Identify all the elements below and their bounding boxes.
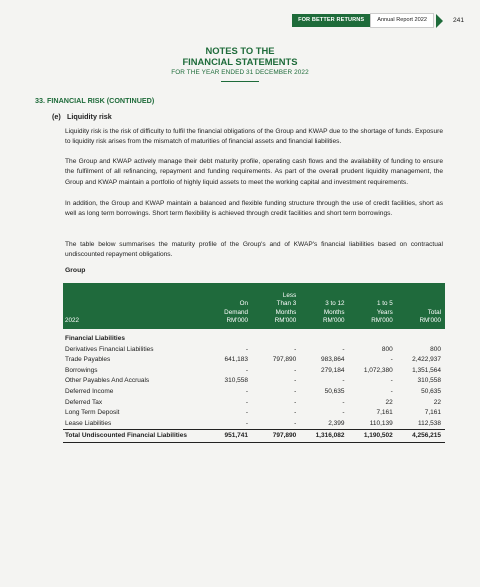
column-header: Less Than 3 Months RM'000 (252, 283, 300, 329)
table-cell: 7,161 (424, 409, 441, 417)
column-header: Total RM'000 (397, 283, 445, 329)
table-cell: - (294, 345, 297, 353)
page-number: 241 (452, 17, 464, 24)
table-cell: 2,422,937 (412, 356, 441, 364)
row-label: Derivatives Financial Liabilities (65, 345, 154, 353)
table-cell: - (245, 387, 248, 395)
table-cell: - (294, 377, 297, 385)
table-row (63, 419, 445, 430)
table-cell: 310,558 (417, 377, 441, 385)
page-title-line2: FINANCIAL STATEMENTS (182, 56, 298, 67)
page-title-line1: NOTES TO THE (205, 45, 275, 56)
table-cell: - (342, 345, 345, 353)
table-cell: 50,635 (421, 387, 441, 395)
column-header: 1 to 5 Years RM'000 (348, 283, 396, 329)
table-cell: - (294, 409, 297, 417)
row-label: Deferred Tax (65, 398, 103, 406)
chevron-right-icon (436, 14, 443, 28)
title-divider (221, 81, 259, 82)
paragraph: In addition, the Group and KWAP maintain a balanced and flexible funding structure through the use of credit facilities, short as well as long term borrowings. Short term flexibility is achieved through credit facilities and short term borrowings. (65, 200, 443, 218)
table-row (63, 387, 445, 398)
table-cell: 800 (430, 345, 441, 353)
table-cell: 1,316,082 (300, 430, 348, 443)
row-label: Other Payables And Accruals (65, 377, 150, 385)
row-label: Total Undiscounted Financial Liabilities (63, 430, 204, 443)
table-cell: 279,184 (320, 366, 345, 374)
brand-tag: FOR BETTER RETURNS (292, 14, 370, 27)
row-label: Long Term Deposit (65, 409, 120, 417)
table-cell: 641,183 (224, 356, 248, 364)
table-cell: - (245, 419, 248, 427)
table-cell: - (245, 345, 248, 353)
subsection-label: (e) (52, 112, 61, 121)
table-cell: - (294, 387, 297, 395)
table-cell: 50,635 (324, 387, 345, 395)
row-label: Deferred Income (65, 387, 114, 395)
page-subtitle: FOR THE YEAR ENDED 31 DECEMBER 2022 (171, 69, 309, 76)
table-row (63, 398, 445, 409)
table-cell: - (294, 398, 297, 406)
table-total-row (63, 430, 445, 443)
table-cell: - (342, 409, 345, 417)
table-row (63, 366, 445, 377)
table-cell: 310,558 (224, 377, 248, 385)
table-cell: - (245, 409, 248, 417)
table-cell: 1,190,502 (348, 430, 396, 443)
table-cell: - (390, 356, 393, 364)
table-cell: 2,399 (328, 419, 345, 427)
table-cell: 22 (433, 398, 441, 406)
subsection-heading (52, 112, 112, 121)
table-cell: 983,864 (320, 356, 345, 364)
table-row (63, 345, 445, 356)
table-section-row (63, 329, 445, 345)
row-label: Borrowings (65, 366, 98, 374)
section-label: Financial Liabilities (65, 335, 125, 342)
table-row (63, 355, 445, 366)
paragraph: The Group and KWAP actively manage their debt maturity profile, operating cash flows and the availability of funding to ensure the fulfilment of all refinancing, repayment and funding requirements. As part of the overall prudent liquidity management, the Group and KWAP maintain a portfolio of highly liquid assets to meet the working capital and investment requirements. (65, 158, 443, 186)
table-row (63, 376, 445, 387)
table-cell: - (245, 366, 248, 374)
report-tag: Annual Report 2022 (370, 13, 434, 28)
table-cell: - (294, 419, 297, 427)
table-cell: 800 (381, 345, 393, 353)
table-cell: 110,139 (369, 419, 393, 427)
table-cell: 112,538 (417, 419, 441, 427)
row-label: Trade Payables (65, 356, 111, 364)
table-cell: 4,256,215 (397, 430, 445, 443)
table-cell: - (245, 398, 248, 406)
paragraph: The table below summarises the maturity profile of the Group's and of KWAP's financial liabilities based on contractual undiscounted repayment obligations. (65, 241, 443, 259)
table-header-row (63, 283, 445, 329)
subsection-title: Liquidity risk (67, 112, 112, 121)
page-header (292, 14, 464, 27)
column-header: On Demand RM'000 (204, 283, 252, 329)
table-cell: 7,161 (376, 409, 393, 417)
table-cell: - (294, 366, 297, 374)
section-heading: 33. FINANCIAL RISK (CONTINUED) (35, 96, 155, 105)
title-block (0, 45, 480, 82)
liquidity-table (63, 283, 445, 443)
table-cell: 1,351,564 (412, 366, 441, 374)
table-cell: - (342, 398, 345, 406)
paragraph: Liquidity risk is the risk of difficulty to fulfil the financial obligations of the Group and KWAP due to the shortage of funds. Exposure to liquidity risk arises from the mismatch of maturities of financial assets and financial liabilities. (65, 128, 443, 146)
row-label: Lease Liabilities (65, 419, 112, 427)
table-cell: 22 (385, 398, 393, 406)
table-row (63, 408, 445, 419)
table-cell: 797,890 (272, 356, 297, 364)
group-label: Group (65, 267, 86, 274)
table-cell: 1,072,380 (363, 366, 393, 374)
table-cell: - (342, 377, 345, 385)
year-header: 2022 (63, 283, 204, 329)
table-cell: - (390, 377, 393, 385)
table-cell: - (390, 387, 393, 395)
table-cell: 951,741 (204, 430, 252, 443)
column-header: 3 to 12 Months RM'000 (300, 283, 348, 329)
table-cell: 797,890 (252, 430, 300, 443)
